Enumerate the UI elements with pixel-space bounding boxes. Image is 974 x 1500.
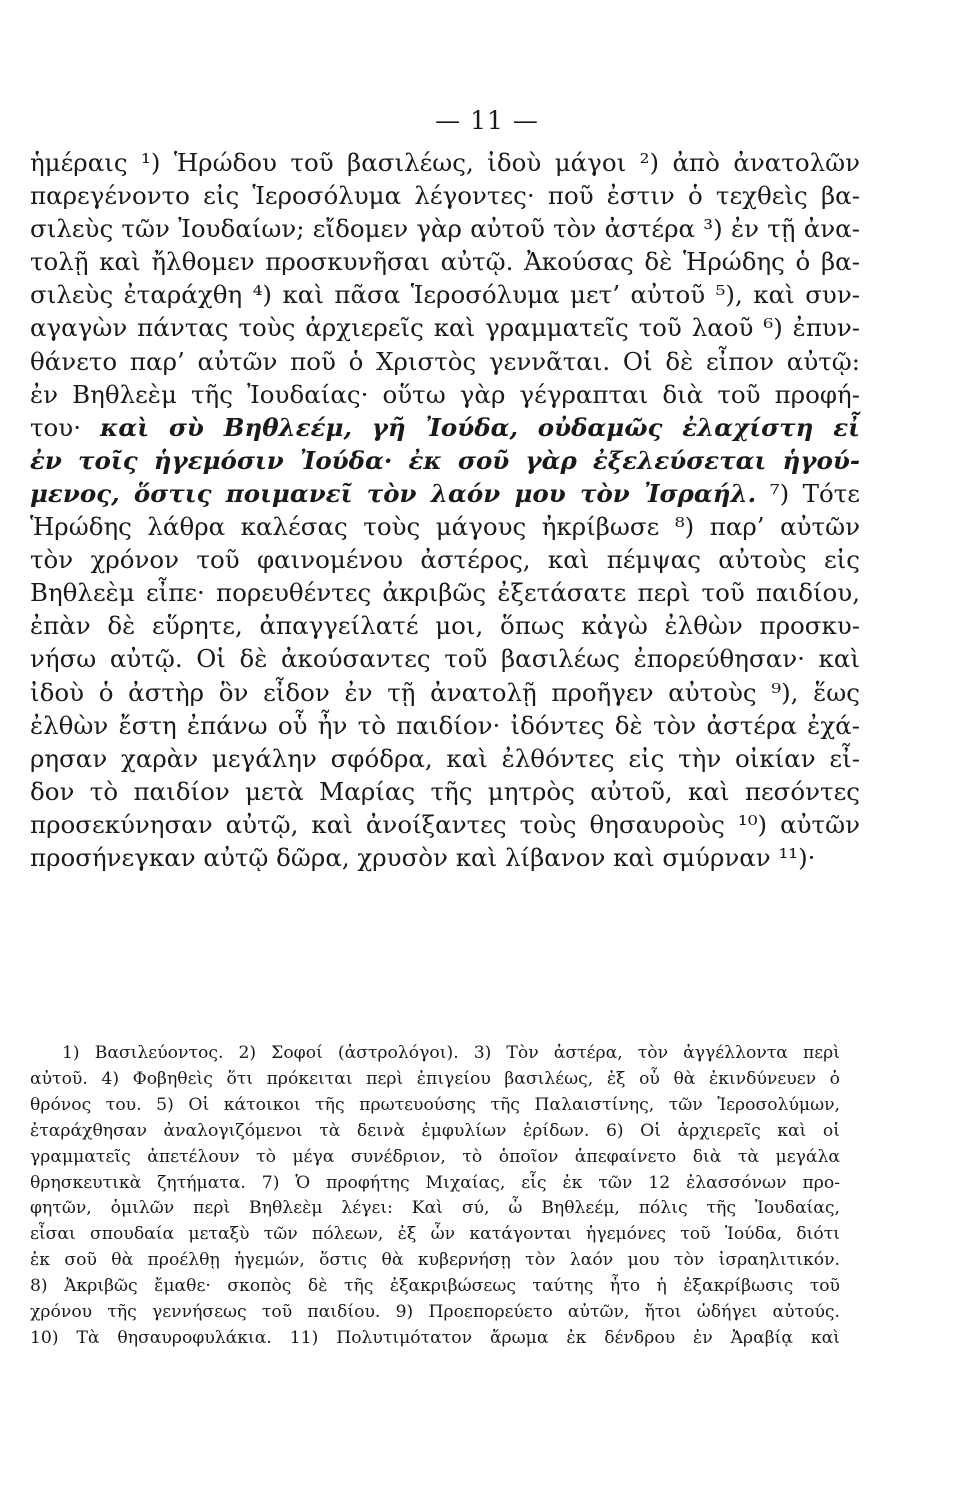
text-line: τὸν χρόνον τοῦ φαινομένου ἀστέρος, καὶ πέμψας αὐτοὺς εἰς bbox=[30, 545, 860, 575]
text-line: θάνετο παρ’ αὐτῶν ποῦ ὁ Χριστὸς γεννᾶται. Οἱ δὲ εἶπον αὐτῷ: bbox=[30, 346, 860, 376]
footnote-line: φητῶν, ὁμιλῶν περὶ Βηθλεὲμ λέγει: Καὶ σύ, ὦ Βηθλεέμ, πόλις τῆς Ἰουδαίας, bbox=[30, 1198, 840, 1219]
text-line: ρησαν χαρὰν μεγάλην σφόδρα, καὶ ἐλθόντες εἰς τὴν οἰκίαν εἶ- bbox=[30, 743, 860, 773]
text-line bbox=[30, 411, 860, 444]
text-segment: ⁷) Τότε bbox=[769, 478, 860, 508]
text-line: σιλεὺς ἐταράχθη ⁴) καὶ πᾶσα Ἱεροσόλυμα μετ’ αὐτοῦ ⁵), καὶ συν- bbox=[30, 280, 860, 310]
text-line: δον τὸ παιδίον μετὰ Μαρίας τῆς μητρὸς αὐτοῦ, καὶ πεσόντες bbox=[30, 776, 860, 806]
text-segment: του· bbox=[30, 412, 81, 442]
text-line: αγαγὼν πάντας τοὺς ἀρχιερεῖς καὶ γραμματεῖς τοῦ λαοῦ ⁶) ἐπυν- bbox=[30, 313, 860, 343]
main-text bbox=[30, 146, 860, 874]
scripture-quote: ἐν τοῖς ἡγεμόσιν Ἰούδα· ἐκ σοῦ γὰρ ἐξελεύσεται ἡγού- bbox=[30, 445, 860, 475]
text-line: Ἡρώδης λάθρα καλέσας τοὺς μάγους ἠκρίβωσε ⁸) παρ’ αὐτῶν bbox=[30, 512, 860, 542]
page-number: — 11 — bbox=[435, 106, 539, 135]
text-line: ἐπὰν δὲ εὕρητε, ἀπαγγείλατέ μοι, ὅπως κἀγὼ ἐλθὼν προσκυ- bbox=[30, 611, 860, 641]
footnote-line: γραμματεῖς ἀπετέλουν τὸ μέγα συνέδριον, τὸ ὁποῖον ἀπεφαίνετο διὰ τὰ μεγάλα bbox=[30, 1146, 840, 1167]
text-line bbox=[30, 477, 860, 510]
footnote-line: 1) Βασιλεύοντος. 2) Σοφοί (ἀστρολόγοι). 3) Τὸν ἀστέρα, τὸν ἀγγέλλοντα περὶ bbox=[62, 1043, 840, 1063]
footnote-line: 8) Ἀκριβῶς ἔμαθε· σκοπὸς δὲ τῆς ἐξακριβώσεως ταύτης ἦτο ἡ ἐξακρίβωσις τοῦ bbox=[30, 1276, 840, 1297]
footnote-line: ἐταράχθησαν ἀναλογιζόμενοι τὰ δεινὰ ἐμφυλίων ἐρίδων. 6) Οἱ ἀρχιερεῖς καὶ οἱ bbox=[30, 1120, 840, 1141]
text-line: προσήνεγκαν αὐτῷ δῶρα, χρυσὸν καὶ λίβανον καὶ σμύρναν ¹¹)· bbox=[30, 842, 816, 872]
footnotes bbox=[30, 1041, 840, 1352]
footnote-line: ἐκ σοῦ θὰ προέλθῃ ἡγεμών, ὅστις θὰ κυβερνήσῃ τὸν λαόν μου τὸν ἰσραηλιτικόν. bbox=[30, 1250, 840, 1271]
text-line: ἐλθὼν ἔστη ἐπάνω οὗ ἦν τὸ παιδίον· ἰδόντες δὲ τὸν ἀστέρα ἐχά- bbox=[30, 710, 860, 740]
footnote-line: αὐτοῦ. 4) Φοβηθεὶς ὅτι πρόκειται περὶ ἐπιγείου βασιλέως, ἐξ οὗ θὰ ἐκινδύνευεν ὁ bbox=[30, 1068, 840, 1089]
footnote-line: εἶσαι σπουδαία μεταξὺ τῶν πόλεων, ἐξ ὧν κατάγονται ἡγεμόνες τοῦ Ἰούδα, διότι bbox=[30, 1224, 840, 1245]
text-line: τολῇ καὶ ἤλθομεν προσκυνῆσαι αὐτῷ. Ἀκούσας δὲ Ἡρώδης ὁ βα- bbox=[30, 247, 860, 277]
text-line: Βηθλεὲμ εἶπε· πορευθέντες ἀκριβῶς ἐξετάσατε περὶ τοῦ παιδίου, bbox=[30, 578, 860, 608]
text-line bbox=[30, 444, 860, 477]
scripture-quote: καὶ σὺ Βηθλεέμ, γῆ Ἰούδα, οὐδαμῶς ἐλαχίστη εἶ bbox=[100, 412, 860, 442]
text-line: παρεγένοντο εἰς Ἱεροσόλυμα λέγοντες· ποῦ ἐστιν ὁ τεχθεὶς βα- bbox=[30, 181, 860, 211]
text-line: ἡμέραις ¹) Ἡρώδου τοῦ βασιλέως, ἰδοὺ μάγοι ²) ἀπὸ ἀνατολῶν bbox=[30, 148, 860, 177]
footnote-line: θρησκευτικὰ ζητήματα. 7) Ὁ προφήτης Μιχαίας, εἷς ἐκ τῶν 12 ἐλασσόνων προ- bbox=[30, 1172, 840, 1193]
text-line: προσεκύνησαν αὐτῷ, καὶ ἀνοίξαντες τοὺς θησαυροὺς ¹⁰) αὐτῶν bbox=[30, 809, 860, 839]
footnote-line: χρόνου τῆς γεννήσεως τοῦ παιδίου. 9) Προεπορεύετο αὐτῶν, ἤτοι ὡδήγει αὐτούς. bbox=[30, 1302, 840, 1323]
text-line: σιλεὺς τῶν Ἰουδαίων; εἴδομεν γὰρ αὐτοῦ τὸν ἀστέρα ³) ἐν τῇ ἀνα- bbox=[30, 214, 860, 244]
footnote-line: θρόνος του. 5) Οἱ κάτοικοι τῆς πρωτευούσης τῆς Παλαιστίνης, τῶν Ἱεροσολύμων, bbox=[30, 1094, 840, 1115]
scripture-quote: μενος, ὅστις ποιμανεῖ τὸν λαόν μου τὸν Ἰσραήλ. bbox=[30, 478, 757, 508]
footnote-line: 10) Τὰ θησαυροφυλάκια. 11) Πολυτιμότατον ἄρωμα ἐκ δένδρου ἐν Ἀραβίᾳ καὶ bbox=[30, 1327, 840, 1348]
text-line: ἐν Βηθλεὲμ τῆς Ἰουδαίας· οὕτω γὰρ γέγραπται διὰ τοῦ προφή- bbox=[30, 379, 860, 409]
text-line: νήσω αὐτῷ. Οἱ δὲ ἀκούσαντες τοῦ βασιλέως ἐπορεύθησαν· καὶ bbox=[30, 644, 860, 674]
text-line: ἰδοὺ ὁ ἀστὴρ ὃν εἶδον ἐν τῇ ἀνατολῇ προῆγεν αὐτοὺς ⁹), ἕως bbox=[30, 677, 860, 707]
